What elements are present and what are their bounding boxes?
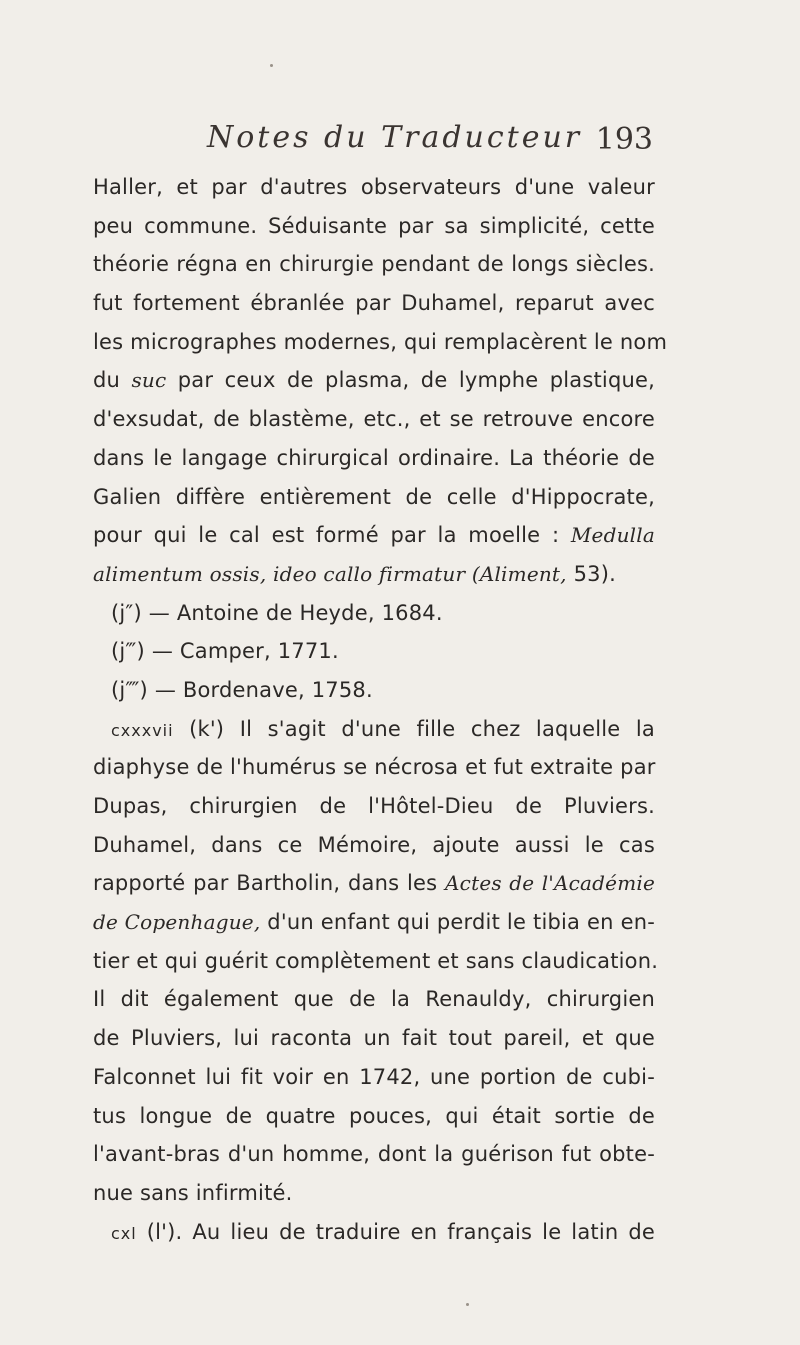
latin-quote: Medulla [570,523,655,548]
text-fragment: pour qui le cal est formé par la moelle : [93,523,571,548]
footnote-line [93,632,655,671]
footnote-line [93,671,655,710]
page-header [93,118,657,162]
italic-term: suc [131,368,167,393]
text-line: peu commune. Séduisante par sa simplicité, cette [93,213,655,238]
text-line [93,555,655,594]
footnote-mark: (j⁗) [111,677,148,702]
text-line: Dupas, chirurgien de l'Hôtel-Dieu de Pluviers. [93,794,655,818]
text-line: fut fortement ébranlée par Duhamel, reparut avec [93,291,655,316]
text-line: Galien diffère entièrement de celle d'Hippocrate, [93,484,655,509]
footnote-mark: (k') [173,716,225,741]
footnote-text: — Camper, 1771. [144,639,339,664]
text-fragment: d'un enfant qui perdit le tibia en en- [260,910,655,935]
text-line: théorie régna en chirurgie pendant de longs siècles. [93,252,655,277]
page-number: 193 [595,122,653,157]
text-line [93,864,655,903]
paper-speck [270,64,273,67]
text-fragment: 53). [566,561,616,586]
text-line [93,361,655,400]
footnote-mark: (l'). [136,1219,183,1244]
text-line: l'avant-bras d'un homme, dont la guérison fut obte- [93,1142,655,1167]
text-line: nue sans infirmité. [93,1180,293,1205]
text-line: Falconnet lui fit voir en 1742, une portion de cubi- [93,1064,655,1089]
text-line: de Pluviers, lui raconta un fait tout pareil, et que [93,1026,655,1051]
running-title: Notes du Traducteur [207,120,583,155]
text-line: Duhamel, dans ce Mémoire, ajoute aussi le cas [93,832,655,857]
text-fragment: du [93,368,132,393]
body-text [93,168,668,1251]
text-line: diaphyse de l'humérus se nécrosa et fut extraite par [93,755,656,780]
footnote-mark: (j‴) [111,639,145,664]
text-line [93,710,655,749]
footnote-mark: (j″) [111,600,142,625]
text-line: Haller, et par d'autres observateurs d'une valeur [93,175,655,199]
text-line: Il dit également que de la Renauldy, chirurgien [93,987,655,1012]
note-number: cxxxvii [111,720,174,740]
text-line: tier et qui guérit complètement et sans claudication. [93,948,659,973]
footnote-line [93,594,655,633]
text-line [93,903,655,942]
text-line [93,1213,655,1252]
text-line: d'exsudat, de blastème, etc., et se retrouve encore [93,407,655,432]
text-fragment: Au lieu de traduire en français le latin de [182,1219,656,1244]
text-line: dans le langage chirurgical ordinaire. La théorie de [93,445,655,470]
italic-title: de Copenhague, [93,910,261,935]
footnote-text: — Bordenave, 1758. [147,677,373,702]
footnote-text: — Antoine de Heyde, 1684. [141,600,443,625]
text-fragment: par ceux de plasma, de lymphe plastique, [166,368,655,393]
text-fragment: Il s'agit d'une fille chez laquelle la [224,716,655,741]
text-line: tus longue de quatre pouces, qui était sortie de [93,1103,655,1128]
latin-quote: alimentum ossis, ideo callo firmatur (Aliment, [93,561,567,586]
text-line [93,516,655,555]
text-fragment: rapporté par Bartholin, dans les [93,871,446,896]
italic-title: Actes de l'Académie [445,871,655,896]
note-number: cxl [111,1223,137,1243]
text-line: les micrographes modernes, qui remplacèrent le nom [93,329,668,354]
paper-speck [466,1303,469,1306]
